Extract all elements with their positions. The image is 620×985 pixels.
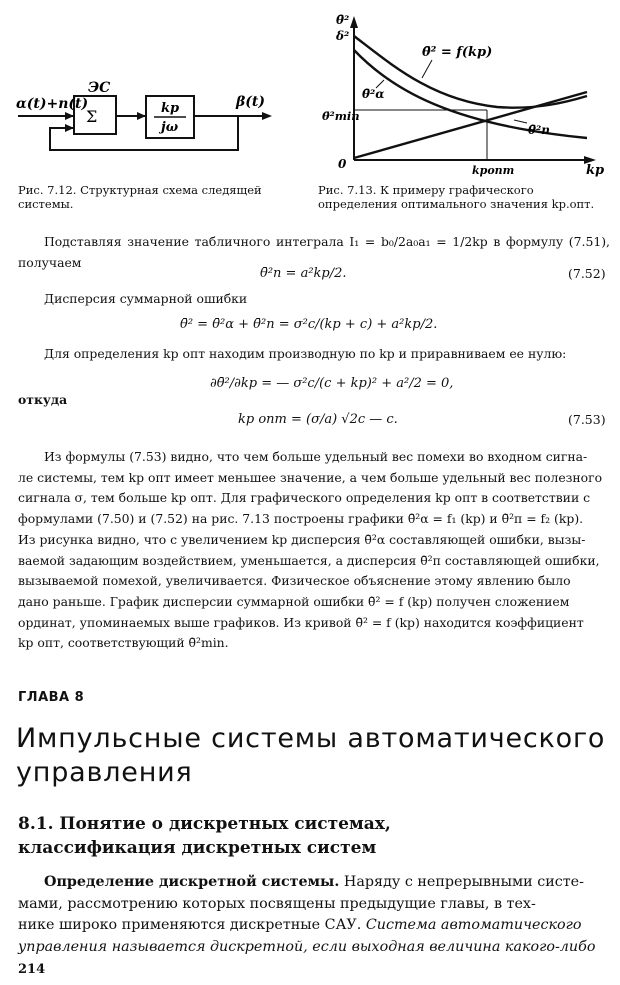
arrow-icon: [65, 124, 74, 132]
tf-numerator: kp: [161, 101, 180, 116]
chapter-label: ГЛАВА 8: [18, 690, 85, 705]
text-line: kp опт, соответствующий θ̄²min.: [18, 635, 229, 651]
text-line: Из рисунка видно, что с увеличением kp дисперсия θ̄²α составляющей ошибки, вызы-: [18, 531, 586, 547]
arrow-icon: [262, 112, 272, 120]
arrow-icon: [65, 112, 74, 120]
text-line: [18, 872, 610, 894]
text-line: ле системы, тем kp опт имеет меньшее значение, а чем больше удельный вес полезного: [18, 469, 603, 485]
equation-7-53: kp опт = (σ/a) √2c — c.: [238, 412, 398, 427]
y-axis-label-2: δ²: [336, 29, 350, 43]
chapter-title-line-2: управления: [16, 757, 193, 788]
definition-span: Система автоматического: [365, 917, 582, 933]
text-line: Из формулы (7.53) видно, что чем больше удельный вес помехи во входном сигна-: [44, 449, 588, 464]
leader-line: [422, 60, 432, 78]
text-line: управления называется дискретной, если выходная величина какого-либо: [18, 938, 596, 955]
equation-sum: θ̄² = θ̄²α + θ̄²п = σ²c/(kp + c) + a²kp/2.: [180, 317, 438, 332]
arrow-icon: [137, 112, 146, 120]
text-span: Наряду с непрерывными систе-: [339, 874, 584, 890]
page-number: 214: [18, 962, 46, 977]
word-whence: откуда: [18, 392, 68, 407]
body-paragraph: [18, 872, 610, 958]
paragraph-derivative: Для определения kp опт находим производную по kp и приравниваем ее нулю:: [44, 346, 567, 361]
theta-min-label: θ̄²min: [322, 109, 360, 123]
text-line: [18, 915, 610, 937]
equation-number: (7.52): [568, 266, 606, 281]
equation-number: (7.53): [568, 412, 606, 427]
leader-line: [514, 120, 527, 123]
paragraph-explanation: [18, 447, 610, 654]
paragraph-dispersion: Дисперсия суммарной ошибки: [44, 291, 248, 306]
sum-symbol: Σ: [86, 107, 98, 126]
text-line: ваемой задающим воздействием, уменьшается, а дисперсия θ̄²п составляющей ошибки,: [18, 552, 600, 568]
text-line: мами, рассмотрению которых посвящены предыдущие главы, в тех-: [18, 895, 536, 912]
text-span: нике широко применяются дискретные САУ.: [18, 917, 366, 933]
figure-7-12-block-diagram: [10, 68, 295, 168]
output-signal-label: β(t): [236, 94, 266, 110]
x-axis-label: kp: [586, 163, 605, 178]
curve-alpha-label: θ̄²α: [362, 87, 385, 101]
text-line: формулами (7.50) и (7.52) на рис. 7.13 построены графики θ̄²α = f₁ (kp) и θ̄²п = f₂ (kp).: [18, 511, 584, 527]
origin-label: 0: [338, 157, 347, 171]
text-line: дано раньше. График дисперсии суммарной ошибки θ̄² = f (kp) получен сложением: [18, 593, 570, 609]
equation-derivative: ∂θ̄²/∂kp = — σ²c/(c + kp)² + a²/2 = 0,: [210, 376, 454, 391]
k-opt-label: kpопт: [472, 164, 515, 177]
y-axis-label: θ̄²: [336, 13, 350, 27]
input-signal-label: α(t)+n(t): [16, 96, 89, 112]
section-title-line-1: 8.1. Понятие о дискретных системах,: [18, 814, 391, 834]
text-line: сигнала σ, тем больше kp опт. Для графического определения kp опт в соответствии с: [18, 490, 591, 506]
arrow-icon: [350, 16, 358, 28]
paragraph-substitution: Подставляя значение табличного интеграла I₁ = b₀/2a₀a₁ = 1/2kp в формулу (7.51), получаем: [18, 234, 610, 270]
tf-denominator: jω: [161, 120, 179, 135]
text-line: вызываемой помехой, увеличивается. Физическое объяснение этому явлению было: [18, 573, 571, 589]
curve-total-label: θ̄² = f(kp): [422, 45, 493, 60]
figure-7-13-caption: Рис. 7.13. К примеру графического определения оптимального значения kp.опт.: [318, 183, 595, 211]
block-es-label: ЭС: [88, 80, 111, 96]
figure-7-13-graph: [322, 10, 614, 182]
text-line: ординат, упоминаемых выше графиков. Из кривой θ̄² = f (kp) находится коэффициент: [18, 614, 584, 630]
lead-phrase: Определение дискретной системы.: [44, 874, 340, 890]
equation-7-52: θ̄²п = a²kp/2.: [260, 266, 347, 281]
figure-7-12-caption: Рис. 7.12. Структурная схема следящей системы.: [18, 183, 262, 211]
section-title-line-2: классификация дискретных систем: [18, 838, 377, 858]
curve-noise-label: θ̄²п: [528, 123, 550, 137]
chapter-title-line-1: Импульсные системы автоматического: [16, 723, 606, 754]
